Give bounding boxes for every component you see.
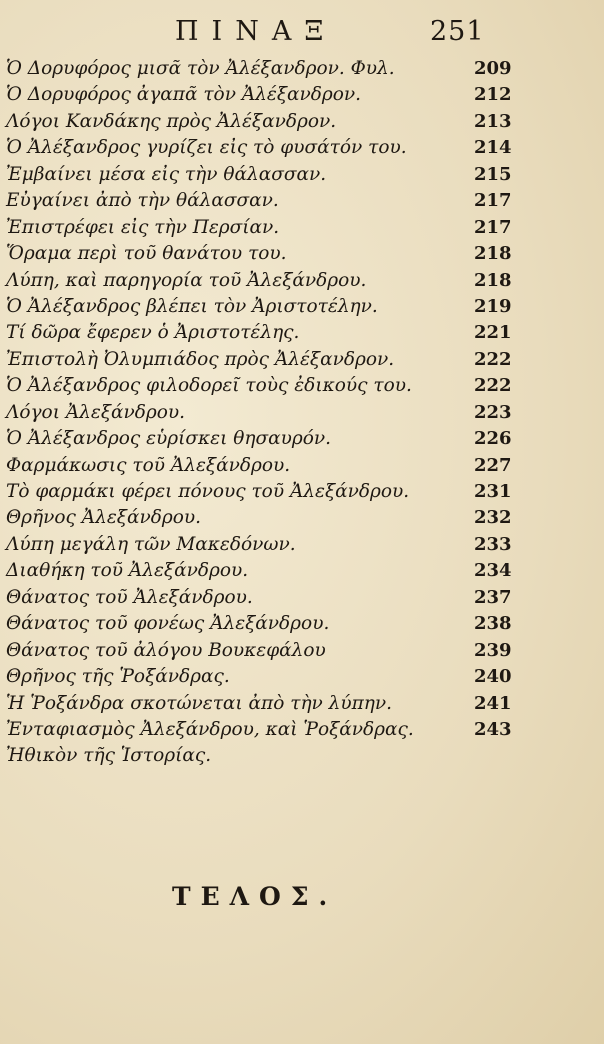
toc-entry-title: Ὅραμα περὶ τοῦ θανάτου του.	[6, 243, 287, 265]
toc-entry	[6, 743, 516, 769]
toc-entry-page: 226	[474, 428, 512, 450]
toc-entry	[6, 558, 516, 584]
toc-entry-page: 219	[474, 295, 512, 317]
toc-entry-title: Θάνατος τοῦ Ἀλεξάνδρου.	[6, 586, 253, 608]
toc-entry	[6, 532, 516, 558]
toc-entry-page: 217	[474, 190, 512, 212]
toc-entry	[6, 268, 516, 294]
toc-entry-title: Τὸ φαρμάκι φέρει πόνους τοῦ Ἀλεξάνδρου.	[6, 481, 410, 502]
toc-entry	[6, 505, 516, 531]
end-mark: ΤΕΛΟΣ.	[172, 882, 338, 911]
toc-entry-page: 213	[474, 110, 512, 132]
toc-entry	[6, 347, 516, 373]
toc-entry-page: 234	[474, 560, 512, 582]
toc-entry	[6, 585, 516, 611]
toc-entry	[6, 479, 516, 505]
toc-entry-title: Τί δῶρα ἔφερεν ὁ Ἀριστοτέλης.	[6, 322, 300, 344]
toc-entry-page: 233	[474, 533, 512, 555]
toc-entry	[6, 215, 516, 241]
toc-entry-title: Ἡ Ῥοξάνδρα σκοτώνεται ἀπὸ τὴν λύπην.	[6, 692, 393, 714]
toc-entry-title: Ὁ Ἀλέξανδρος γυρίζει εἰς τὸ φυσάτόν του.	[6, 137, 407, 159]
toc-entry-page: 241	[474, 692, 512, 714]
toc-entry-page: 218	[474, 269, 512, 291]
toc-entry-title: Ὁ Ἀλέξανδρος φιλοδορεῖ τοὺς ἐδικούς του.	[6, 375, 412, 397]
toc-entry-title: Διαθήκη τοῦ Ἀλεξάνδρου.	[6, 560, 249, 582]
toc-entry-title: Θάνατος τοῦ ἀλόγου Βουκεφάλου	[6, 639, 326, 661]
toc-entry-title: Ὁ Ἀλέξανδρος βλέπει τὸν Ἀριστοτέλην.	[6, 295, 378, 317]
toc-entry	[6, 717, 516, 743]
toc-entry	[6, 426, 516, 452]
toc-entry-page: 240	[474, 666, 512, 688]
toc-entry-page: 223	[474, 401, 512, 423]
toc-entry-title: Ἐνταφιασμὸς Ἀλεξάνδρου, καὶ Ῥοξάνδρας.	[6, 718, 414, 740]
toc-entry-page: 209	[474, 58, 512, 79]
toc-entry-page: 222	[474, 375, 512, 397]
toc-entry-title: Φαρμάκωσις τοῦ Ἀλεξάνδρου.	[6, 454, 291, 476]
toc-entry-title: Λύπη, καὶ παρηγορία τοῦ Ἀλεξάνδρου.	[6, 269, 367, 291]
toc-entry-page: 239	[474, 639, 512, 661]
toc-entry-page: 232	[474, 507, 512, 529]
page-header	[0, 14, 604, 54]
running-title: ΠΙΝΑΞ	[175, 16, 337, 47]
toc-entry	[6, 109, 516, 135]
toc-entry-page: 217	[474, 216, 512, 238]
toc-entry	[6, 188, 516, 214]
page-number: 251	[430, 16, 485, 47]
toc-entry-title: Ὁ Δορυφόρος μισᾶ τὸν Ἀλέξανδρον. Φυλ.	[6, 58, 395, 79]
toc-entry	[6, 400, 516, 426]
toc-entry-title: Εὐγαίνει ἀπὸ τὴν θάλασσαν.	[6, 190, 279, 212]
toc-entry-page: 215	[474, 163, 512, 185]
table-of-contents	[6, 56, 516, 770]
toc-entry-title: Θρῆνος Ἀλεξάνδρου.	[6, 507, 201, 529]
toc-entry-title: Ἐπιστρέφει εἰς τὴν Περσίαν.	[6, 216, 280, 238]
toc-entry	[6, 320, 516, 346]
toc-entry	[6, 691, 516, 717]
toc-entry-title: Ἐμβαίνει μέσα εἰς τὴν θάλασσαν.	[6, 163, 327, 185]
toc-entry-page: 238	[474, 613, 512, 635]
toc-entry	[6, 611, 516, 637]
toc-entry-title: Ἠθικὸν τῆς Ἱστορίας.	[6, 745, 212, 767]
toc-entry-page: 237	[474, 586, 512, 608]
toc-entry-page: 221	[474, 322, 512, 344]
toc-entry-title: Λόγοι Κανδάκης πρὸς Ἀλέξανδρον.	[6, 110, 337, 132]
toc-entry	[6, 373, 516, 399]
toc-entry-title: Ὁ Δορυφόρος ἀγαπᾶ τὸν Ἀλέξανδρον.	[6, 84, 362, 106]
toc-entry	[6, 162, 516, 188]
toc-entry	[6, 638, 516, 664]
toc-entry	[6, 135, 516, 161]
toc-entry-page: 227	[474, 454, 512, 476]
toc-entry	[6, 82, 516, 108]
toc-entry-page: 243	[474, 718, 512, 740]
toc-entry-title: Θρῆνος τῆς Ῥοξάνδρας.	[6, 666, 230, 688]
toc-entry-page: 212	[474, 84, 512, 106]
toc-entry-page: 218	[474, 243, 512, 265]
toc-entry	[6, 56, 516, 82]
toc-entry-title: Θάνατος τοῦ φονέως Ἀλεξάνδρου.	[6, 613, 330, 635]
toc-entry-title: Ὁ Ἀλέξανδρος εὑρίσκει θησαυρόν.	[6, 428, 331, 450]
toc-entry	[6, 453, 516, 479]
toc-entry	[6, 294, 516, 320]
toc-entry-title: Λύπη μεγάλη τῶν Μακεδόνων.	[6, 533, 296, 555]
toc-entry	[6, 241, 516, 267]
toc-entry-title: Ἐπιστολὴ Ὀλυμπιάδος πρὸς Ἀλέξανδρον.	[6, 348, 395, 370]
toc-entry-page: 222	[474, 348, 512, 370]
toc-entry-page: 214	[474, 137, 512, 159]
toc-entry-title: Λόγοι Ἀλεξάνδρου.	[6, 401, 186, 423]
toc-entry	[6, 664, 516, 690]
toc-entry-page: 231	[474, 481, 512, 502]
